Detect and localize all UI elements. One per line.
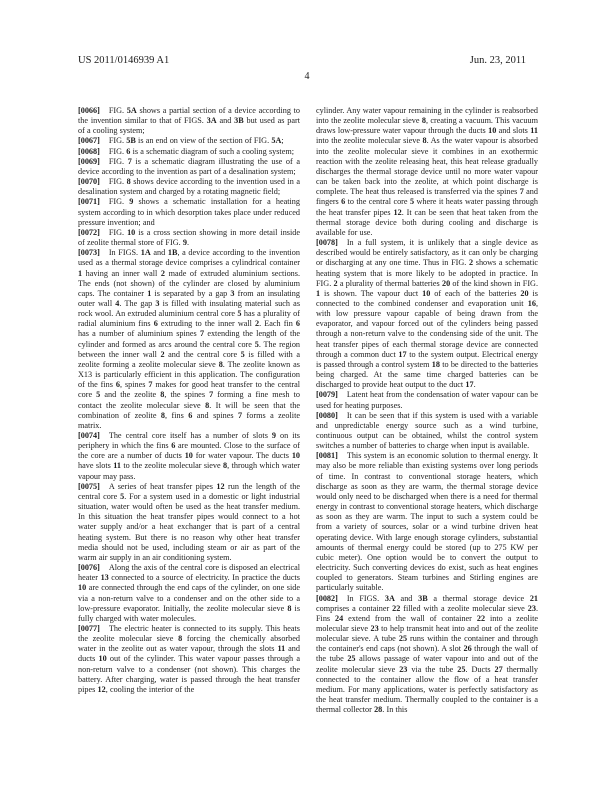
paragraph-number: [0066] — [78, 106, 100, 115]
paragraph-text: FIG. 5B is an end on view of the section of FIG. 5A; — [108, 136, 284, 146]
paragraph-number: [0073] — [78, 248, 100, 258]
paragraph-number: [0081] — [316, 451, 338, 461]
paragraph-text: cylinder. Any water vapour remaining in the cylinder is reabsorbed into the zeolite molecular sieve 8, creating a vacuum. This vacuum draws low-pressure water vapour through the ducts 10 and slots 11 into the zeolite molecular sieve 8. As the water vapour is absorbed into the zeolite molecular sieve it combines in an exothermic reaction with the zeolite releasing heat, this heat release gradually discharges the thermal storage device until no more water vapour can be taken back into the zeolite, at which point discharge is complete. The heat thus released is transferred via the spines 7 and fingers 6 to the central core 5 where it heats water passing through the heat transfer pipes 12. It can be seen that heat taken from the thermal storage device both during cooling and discharge is available for use. — [316, 106, 539, 237]
paragraph-text: The central core itself has a number of slots 9 on its periphery in which the fins 6 are mounted. Close to the surface of the core are a number of ducts 10 for water vapour. The ducts 10 have slots 11 to the zeolite molecular sieve 8, through which water vapour may pass. — [78, 431, 300, 481]
publication-number: US 2011/0146939 A1 — [78, 55, 170, 66]
paragraph-number: [0082] — [316, 593, 338, 603]
page-header — [78, 55, 526, 67]
paragraph-text: FIG. 5A shows a partial section of a device according to the invention similar to that of FIGS. 3A and 3B but used as part of a cooling system; — [78, 106, 300, 136]
paragraph-text: FIG. 8 shows device according to the invention used in a desalination system and charged by a rotating magnetic field; — [78, 177, 300, 197]
page-number: 4 — [304, 71, 310, 82]
paragraph-text: A series of heat transfer pipes 12 run the length of the central core 5. For a system used in a domestic or light industrial situation, water would often be used as the heat transfer medium. In this situation the heat transfer pipes would connect to a hot water supply and/or a heat exchanger that is part of a central heating system. But there is no reason why other heat transfer media should not be used, including steam or air as part of the warm air supply in an air conditioning system. — [78, 481, 301, 562]
paragraph-0070 — [78, 177, 300, 197]
paragraph-text: FIG. 10 is a cross section showing in more detail inside of zeolite thermal store of FIG. 9. — [78, 227, 300, 248]
paragraph-0071 — [78, 197, 300, 227]
paragraph-0082 — [316, 594, 538, 716]
paragraph-text: In FIGS. 1A and 1B, a device according to the invention used as a thermal storage device comprises a cylindrical container 1 having an inner wall 2 made of extruded aluminium sections. The ends (not shown) of the cylinder are closed by aluminium caps. The container 1 is separated by a gap 3 from an insulating outer wall 4. The gap 3 is filled with insulating material such as rock wool. An extruded aluminium central core 5 has a plurality of radial aluminium fins 6 extruding to the inner wall 2. Each fin 6 has a number of aluminium spines 7 extending the length of the cylinder and formed as arcs around the central core 5. The region between the inner wall 2 and the central core 5 is filled with a zeolite forming a zeolite molecular sieve 8. The zeolite known as X13 is particularly efficient in this application. The configuration of the fins 6, spines 7 makes for good heat transfer to the central core 5 and the zeolite 8, the spines 7 forming a fine mesh to contact the zeolite molecular sieve 8. It will be seen that the combination of zeolite 8, fins 6 and spines 7 forms a zeolite matrix. — [78, 248, 301, 430]
paragraph-text: FIG. 7 is a schematic diagram illustrating the use of a device according to the invention as part of a desalination system; — [78, 156, 300, 176]
left-column — [78, 106, 300, 715]
paragraph-0075 — [78, 482, 300, 563]
paragraph-0074 — [78, 431, 300, 482]
paragraph-0081 — [316, 451, 538, 593]
paragraph-number: [0077] — [78, 623, 100, 633]
paragraph-0072 — [78, 228, 300, 248]
paragraph-text: FIG. 6 is a schematic diagram of such a cooling system; — [108, 146, 294, 156]
paragraph-number: [0080] — [316, 410, 338, 420]
text-columns — [78, 106, 538, 715]
paragraph-number: [0067] — [78, 136, 100, 146]
paragraph-0080 — [316, 411, 538, 452]
paragraph-text: Along the axis of the central core is disposed an electrical heater 13 connected to a source of electricity. In practice the ducts 10 are connected through the end caps of the cylinder, on one side via a non-return valve to a condenser and on the other side to a low-pressure evaporator. Initially, the zeolite molecular sieve 8 is fully charged with water molecules. — [78, 563, 301, 623]
paragraph-0067 — [78, 136, 300, 146]
paragraph-number: [0069] — [78, 156, 100, 166]
paragraph-0079 — [316, 390, 538, 410]
publication-date: Jun. 23, 2011 — [469, 55, 526, 66]
paragraph-number: [0079] — [316, 390, 338, 400]
paragraph-0066 — [78, 106, 300, 136]
paragraph-number: [0074] — [78, 431, 100, 440]
paragraph-text: It can be seen that if this system is used with a variable and unpredictable energy source such as a wind turbine, continuous output can be obtained, whilst the control system switches a number of batteries to charge when input is available. — [316, 410, 538, 451]
paragraph-text: In FIGS. 3A and 3B a thermal storage device 21 comprises a container 22 filled with a zeolite molecular sieve 23. Fins 24 extend from the wall of container 22 into a zeolite molecular sieve 23 to help transmit heat into and out of the zeolite molecular sieve. A tube 25 runs within the container and through the container's end caps (not shown). A slot 26 through the wall of the tube 25 allows passage of water vapour into and out of the zeolite molecular sieve 23 via the tube 25. Ducts 27 thermally connected to the container allow the flow of a heat transfer medium. For many applications, water is perfectly satisfactory as the heat transfer medium. Thermally coupled to the container is a thermal collector 28. In this — [316, 593, 539, 715]
paragraph-0078 — [316, 238, 538, 390]
paragraph-text: Latent heat from the condensation of water vapour can be used for heating purposes. — [316, 390, 538, 410]
right-column — [316, 106, 538, 715]
paragraph-0068 — [78, 147, 300, 157]
paragraph-number: [0076] — [78, 563, 100, 573]
paragraph-text: The electric heater is connected to its supply. This heats the zeolite molecular sieve 8 forcing the chemically absorbed water in the zeolite out as water vapour, through the slots 11 and ducts 10 out of the cylinder. This water vapour passes through a non-return valve to a condenser (not shown). This charges the battery. After charging, water is passed through the heat transfer pipes 12, cooling the interior of the — [78, 623, 300, 694]
paragraph-number: [0078] — [316, 238, 338, 248]
paragraph-0077-continuation — [316, 106, 538, 238]
paragraph-0073 — [78, 248, 300, 431]
paragraph-number: [0072] — [78, 227, 100, 237]
paragraph-0077 — [78, 624, 300, 695]
paragraph-number: [0071] — [78, 197, 100, 207]
paragraph-number: [0068] — [78, 146, 100, 156]
paragraph-number: [0070] — [78, 177, 100, 187]
paragraph-text: This system is an economic solution to thermal energy. It may also be more reliable than existing systems over long periods of time. In contrast to conventional storage heaters, which discharge as soon as they are warm, the thermal storage device would only need to be discharged when there is a need for thermal energy in contrast to conventional storage heaters, which discharge as soon as they are warm. The input to such a system could be from a variety of sources, solar or a wind turbine driven heat operating device. With large enough storage cylinders, substantial amounts of thermal energy could be stored (up to 275 KW per cubic meter). One option would be to convert the output to electricity. Such converting devices do exist, such as heat engines coupled to generators. Steam turbines and Stirling engines are particularly suitable. — [316, 451, 538, 593]
paragraph-text: FIG. 9 shows a schematic installation for a heating system according to in which desorption takes place under reduced pressure invention; and — [78, 197, 300, 227]
paragraph-text: In a full system, it is unlikely that a single device as described would be entirely satisfactory, as it can only be charging or discharging at any one time. Thus in FIG. 2 shows a schematic heating system that is more likely to be adopted in practice. In FIG. 2 a plurality of thermal batteries 20 of the kind shown in FIG. 1 is shown. The vapour duct 10 of each of the batteries 20 is connected to the combined condenser and evaporation unit 16, with low pressure vapour capable of being drawn from the evaporator, and vapour forced out of the cylinders being passed through a non-return valve to the condensing side of the unit. The heat transfer pipes of each thermal storage device are connected through a common duct 17 to the system output. Electrical energy is passed through a control system 18 to be directed to the batteries being charged. At the same time charged batteries can be discharged to provide heat output to the duct 17. — [316, 238, 538, 390]
paragraph-0076 — [78, 563, 300, 624]
paragraph-0069 — [78, 157, 300, 177]
paragraph-number: [0075] — [78, 481, 100, 491]
